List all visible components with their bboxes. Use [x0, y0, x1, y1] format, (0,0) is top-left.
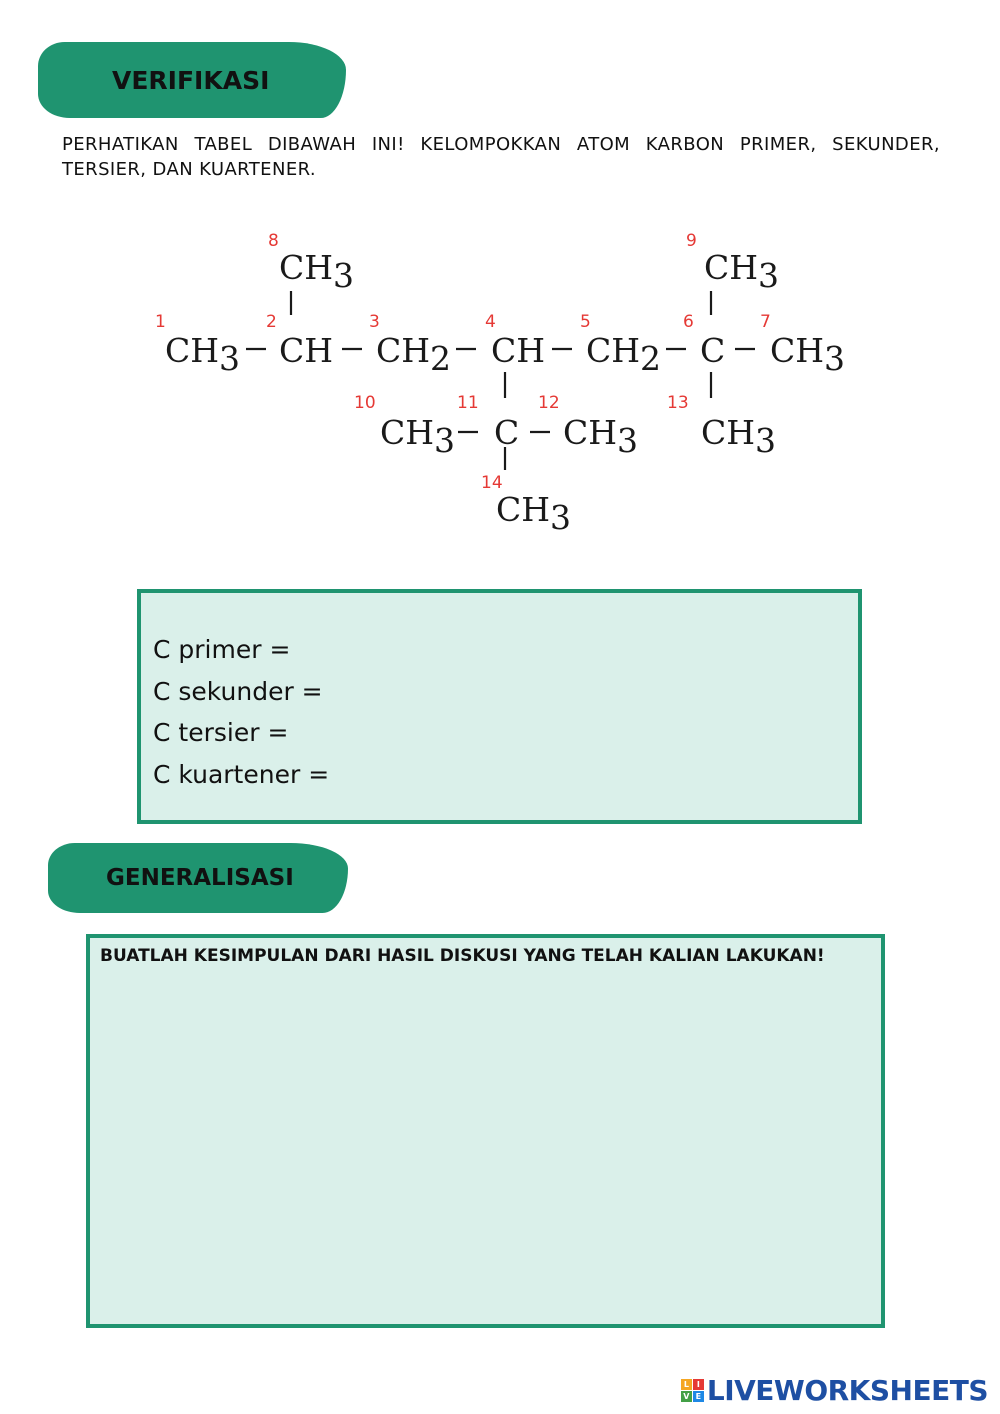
section-tab-generalisasi	[48, 843, 348, 913]
carbon-group-10: CH3	[380, 413, 456, 460]
answer-box	[137, 589, 862, 824]
carbon-number-13: 13	[667, 393, 689, 413]
carbon-group-12: CH3	[563, 413, 639, 460]
carbon-number-5: 5	[580, 312, 591, 332]
carbon-group-2: CH	[279, 331, 334, 370]
carbon-number-10: 10	[354, 393, 376, 413]
liveworksheets-logo	[681, 1374, 988, 1407]
carbon-number-8: 8	[268, 231, 279, 251]
carbon-number-6: 6	[683, 312, 694, 332]
instruction-text: PERHATIKAN TABEL DIBAWAH INI! KELOMPOKKAN ATOM KARBON PRIMER, SEKUNDER, TERSIER, DAN KUARTENER.	[62, 134, 940, 180]
carbon-group-13: CH3	[701, 413, 777, 460]
carbon-number-2: 2	[266, 312, 277, 332]
conclusion-prompt: BUATLAH KESIMPULAN DARI HASIL DISKUSI YANG TELAH KALIAN LAKUKAN!	[100, 946, 825, 966]
carbon-number-12: 12	[538, 393, 560, 413]
answer-list	[153, 629, 329, 795]
carbon-group-7: CH3	[770, 331, 846, 378]
carbon-number-4: 4	[485, 312, 496, 332]
answer-kuartener[interactable]: C kuartener =	[153, 759, 330, 789]
carbon-number-9: 9	[686, 231, 697, 251]
carbon-group-6: C	[700, 331, 726, 370]
answer-tersier[interactable]: C tersier =	[153, 718, 289, 747]
carbon-group-11: C	[494, 413, 520, 452]
structural-formula	[0, 0, 1000, 560]
answer-primer[interactable]: C primer =	[153, 635, 291, 664]
section-title-generalisasi: GENERALISASI	[106, 865, 294, 891]
carbon-group-3: CH2	[376, 331, 452, 378]
carbon-number-11: 11	[457, 393, 479, 413]
carbon-group-1: CH3	[165, 331, 241, 378]
carbon-group-9: CH3	[704, 248, 780, 295]
carbon-group-5: CH2	[586, 331, 662, 378]
carbon-group-8: CH3	[279, 248, 355, 295]
carbon-number-14: 14	[481, 473, 503, 493]
carbon-number-7: 7	[760, 312, 771, 332]
carbon-number-3: 3	[369, 312, 380, 332]
logo-mark-icon: L I V E	[681, 1379, 704, 1402]
carbon-group-14: CH3	[496, 490, 572, 537]
answer-sekunder[interactable]: C sekunder =	[153, 676, 323, 706]
section-title-verifikasi: VERIFIKASI	[112, 65, 270, 95]
logo-text: LIVEWORKSHEETS	[706, 1374, 988, 1407]
carbon-group-4: CH	[491, 331, 546, 370]
carbon-number-1: 1	[155, 312, 166, 332]
conclusion-box[interactable]	[86, 934, 885, 1328]
